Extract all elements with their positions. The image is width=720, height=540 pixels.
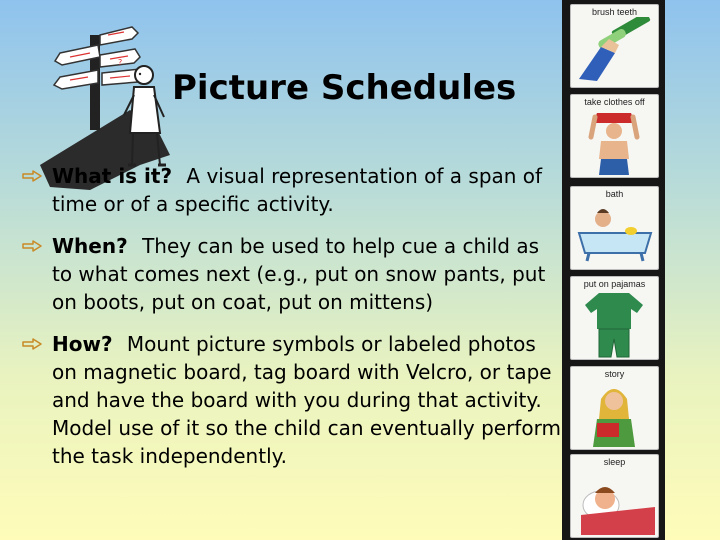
schedule-card-take-clothes-off [570, 94, 659, 178]
brush-teeth-icon [571, 17, 658, 87]
bath-icon [571, 199, 658, 269]
schedule-card-brush-teeth [570, 4, 659, 88]
bullet-list [22, 162, 562, 484]
bullet-term: What is it? [52, 164, 173, 188]
schedule-card-sleep [570, 454, 659, 538]
schedule-card-label: take clothes off [584, 97, 645, 107]
take-clothes-off-icon [571, 107, 658, 177]
story-icon [571, 379, 658, 449]
pajamas-icon [571, 289, 658, 359]
schedule-card-label: sleep [603, 457, 626, 467]
schedule-card-label: put on pajamas [583, 279, 646, 289]
schedule-card-label: brush teeth [591, 7, 638, 17]
schedule-card-label: story [604, 369, 625, 379]
bullet-term: How? [52, 332, 113, 356]
bullet-description: They can be used to help cue a child as to what comes next (e.g., put on snow pants, put on boots, put on coat, put on mittens) [52, 234, 546, 314]
schedule-card-label: bath [605, 189, 624, 199]
arrow-bullet-icon [22, 170, 42, 182]
bullet-what-is-it [22, 162, 562, 218]
svg-text:?: ? [118, 58, 123, 67]
schedule-card-story [570, 366, 659, 450]
bullet-description: A visual representation of a span of time or of a specific activity. [52, 164, 543, 216]
picture-schedule-strip [562, 0, 665, 540]
bullet-description: Mount picture symbols or labeled photos on magnetic board, tag board with Velcro, or tape and have the board with you during that activity. Model use of it so the child can eventually perform the task independently. [52, 332, 561, 468]
arrow-bullet-icon [22, 338, 42, 350]
bullet-term: When? [52, 234, 128, 258]
arrow-bullet-icon [22, 240, 42, 252]
sleep-icon [571, 467, 658, 537]
bullet-how [22, 330, 562, 470]
schedule-card-put-on-pajamas [570, 276, 659, 360]
bullet-when [22, 232, 562, 316]
schedule-card-bath [570, 186, 659, 270]
slide-title: Picture Schedules [172, 68, 517, 108]
